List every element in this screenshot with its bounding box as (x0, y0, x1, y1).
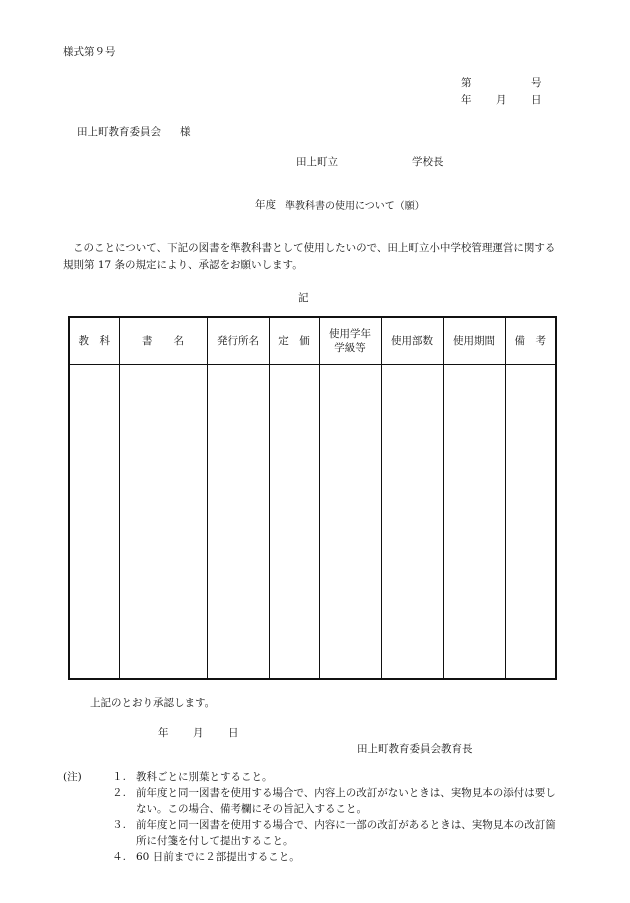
approval-date-month: 月 (193, 727, 204, 739)
sender-town: 田上町立 (296, 156, 338, 168)
sender-title: 学校長 (412, 156, 444, 168)
table-row (69, 365, 556, 680)
note-item-1 (63, 769, 566, 785)
header-grade (319, 317, 381, 365)
note-text: 60 日前までに２部提出すること。 (136, 851, 300, 863)
superintendent: 田上町教育委員会教育長 (357, 743, 473, 755)
note-text: 前年度と同一図書を使用する場合で、内容に一部の改訂があるときは、実物見本の改訂箇所に付箋を付して提出すること。 (136, 819, 556, 847)
note-number: ４. (112, 851, 126, 863)
note-text: 前年度と同一図書を使用する場合で、内容上の改訂がないときは、実物見本の添付は要しない。この場合、備考欄にその旨記入すること。 (136, 787, 556, 815)
header-period: 使用期間 (443, 317, 505, 365)
cell-price[interactable] (269, 365, 319, 680)
approval-date-day: 日 (228, 727, 239, 739)
doc-number-suffix: 号 (531, 77, 542, 89)
header-book-title: 書 名 (119, 317, 207, 365)
cell-publisher[interactable] (207, 365, 269, 680)
notes (63, 769, 566, 865)
table-header-row (69, 317, 556, 365)
subject-title: 準教科書の使用について（願） (285, 201, 425, 212)
addressee-honorific: 様 (180, 126, 191, 138)
form-number: 様式第９号 (63, 46, 116, 58)
doc-number-label: 第 (461, 77, 472, 89)
cell-remarks[interactable] (505, 365, 556, 680)
addressee-name: 田上町教育委員会 (77, 126, 161, 138)
note-text: 教科ごとに別葉とすること。 (136, 771, 273, 783)
cell-copies[interactable] (381, 365, 443, 680)
book-table (68, 316, 557, 680)
header-remarks: 備 考 (505, 317, 556, 365)
ki-heading: 記 (298, 292, 309, 304)
note-number: １. (112, 771, 126, 783)
subject-year-label: 年度 (255, 199, 276, 211)
header-date-year: 年 (461, 94, 472, 106)
cell-grade[interactable] (319, 365, 381, 680)
notes-label: (注) (63, 771, 82, 783)
header-date-day: 日 (531, 94, 542, 106)
header-date-month: 月 (496, 94, 507, 106)
note-item-4 (63, 849, 566, 865)
approval-date-year: 年 (158, 727, 169, 739)
cell-period[interactable] (443, 365, 505, 680)
header-price: 定 価 (269, 317, 319, 365)
cell-book-title[interactable] (119, 365, 207, 680)
note-number: ２. (112, 787, 126, 799)
approval-text: 上記のとおり承認します。 (90, 697, 216, 709)
note-number: ３. (112, 819, 126, 831)
header-grade-label: 使用学年学級等 (329, 328, 371, 354)
header-copies: 使用部数 (381, 317, 443, 365)
note-item-2 (63, 785, 566, 817)
header-publisher: 発行所名 (207, 317, 269, 365)
request-body: このことについて、下記の図書を準教科書として使用したいので、田上町立小中学校管理運営に関する規則第 17 条の規定により、承認をお願いします。 (63, 242, 556, 271)
header-subject: 教 科 (69, 317, 119, 365)
cell-subject[interactable] (69, 365, 119, 680)
note-item-3 (63, 817, 566, 849)
